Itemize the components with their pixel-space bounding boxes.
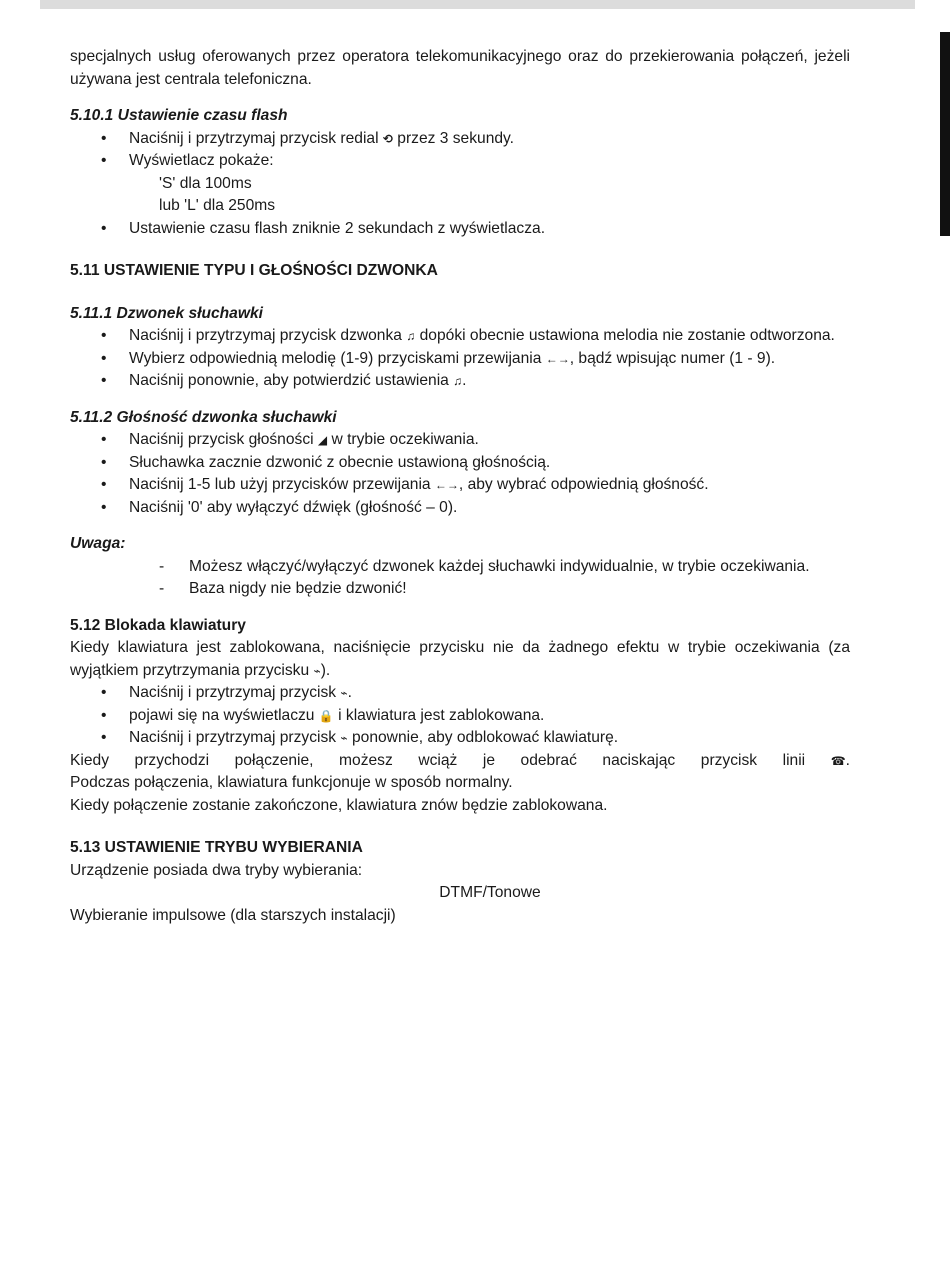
heading-5-11-2: 5.11.2 Głośność dzwonka słuchawki [70, 408, 337, 426]
dial-mode-dtmf: DTMF/Tonowe [439, 884, 541, 901]
call-ended-paragraph: Kiedy połączenie zostanie zakończone, klawiatura znów będzie zablokowana. [70, 796, 608, 814]
keypad-lock-paragraph: Kiedy klawiatura jest zablokowana, naciśnięcie przycisku nie da żadnego efektu w trybie oczekiwania (za wyjątkiem przytrzymania przycisku ⌁). [70, 637, 850, 682]
list-item: • Naciśnij '0' aby wyłączyć dźwięk (głośność – 0). [70, 497, 850, 520]
volume-icon: ◢ [317, 433, 328, 447]
lock-display-icon: 🔒 [318, 708, 334, 723]
note-list [70, 556, 850, 601]
lock-key-icon: ⌁ [340, 731, 348, 745]
chapter-side-tab [940, 32, 950, 236]
list-item: • Wybierz odpowiednią melodię (1-9) przyciskami przewijania ←→, bądź wpisując numer (1 - 9). [70, 348, 850, 371]
list-item: • Naciśnij przycisk głośności ◢ w trybie oczekiwania. [70, 429, 850, 452]
heading-5-12: 5.12 Blokada klawiatury [70, 616, 246, 634]
dial-mode-pulse: Wybieranie impulsowe (dla starszych instalacji) [70, 906, 396, 924]
intro-paragraph: specjalnych usług oferowanych przez operatora telekomunikacyjnego oraz do przekierowania połączeń, jeżeli używana jest centrala telefoniczna. [70, 48, 850, 88]
note-item: - Możesz włączyć/wyłączyć dzwonek każdej słuchawki indywidualnie, w trybie oczekiwania. [70, 556, 850, 579]
lock-key-icon: ⌁ [313, 663, 321, 678]
top-border-bar [40, 0, 915, 9]
list-5-12 [70, 682, 850, 750]
list-5-10-1 [70, 128, 850, 241]
dial-modes-intro: Urządzenie posiada dwa tryby wybierania: [70, 861, 363, 879]
list-item: • Naciśnij i przytrzymaj przycisk redial ⟲ przez 3 sekundy. [70, 128, 850, 151]
list-5-11-1 [70, 325, 850, 393]
list-item: • Naciśnij ponownie, aby potwierdzić ustawienia ♫. [70, 370, 850, 393]
note-item: - Baza nigdy nie będzie dzwonić! [70, 578, 850, 601]
list-item: • Wyświetlacz pokaże: 'S' dla 100ms lub 'L' dla 250ms [70, 150, 850, 218]
redial-icon: ⟲ [382, 131, 393, 146]
scroll-arrows-icon: ←→ [434, 478, 459, 492]
heading-5-13: 5.13 USTAWIENIE TRYBU WYBIERANIA [70, 839, 363, 856]
list-item: • Naciśnij i przytrzymaj przycisk dzwonka ♫ dopóki obecnie ustawiona melodia nie zostanie odtworzona. [70, 325, 850, 348]
scroll-arrows-icon: ←→ [545, 351, 570, 366]
heading-5-11-1: 5.11.1 Dzwonek słuchawki [70, 304, 263, 322]
line-key-icon: ☎ [830, 753, 846, 768]
list-item: • Słuchawka zacznie dzwonić z obecnie ustawioną głośnością. [70, 452, 850, 475]
document-body [70, 46, 850, 927]
ringer-icon: ♫ [453, 374, 463, 388]
incoming-call-paragraph: Kiedy przychodzi połączenie, możesz wciąż je odebrać naciskając przycisk linii ☎. [70, 750, 850, 773]
heading-5-10-1: 5.10.1 Ustawienie czasu flash [70, 107, 288, 124]
list-5-11-2 [70, 429, 850, 519]
list-item: • Naciśnij 1-5 lub użyj przycisków przewijania ←→, aby wybrać odpowiednią głośność. [70, 474, 850, 497]
ringer-icon: ♫ [406, 329, 416, 343]
lock-key-icon: ⌁ [340, 686, 348, 700]
during-call-paragraph: Podczas połączenia, klawiatura funkcjonuje w sposób normalny. [70, 774, 513, 791]
list-item: • Naciśnij i przytrzymaj przycisk ⌁ ponownie, aby odblokować klawiaturę. [70, 727, 850, 750]
list-item: • Naciśnij i przytrzymaj przycisk ⌁. [70, 682, 850, 705]
list-item: • Ustawienie czasu flash zniknie 2 sekundach z wyświetlacza. [70, 218, 850, 241]
list-item: • pojawi się na wyświetlaczu 🔒 i klawiatura jest zablokowana. [70, 705, 850, 728]
note-heading: Uwaga: [70, 535, 126, 552]
heading-5-11: 5.11 USTAWIENIE TYPU I GŁOŚNOŚCI DZWONKA [70, 262, 438, 279]
